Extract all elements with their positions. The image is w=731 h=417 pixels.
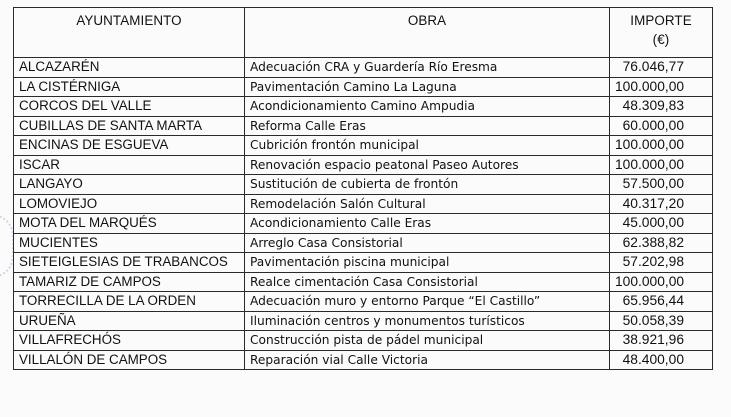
obra-cell: Remodelación Salón Cultural <box>245 194 610 214</box>
ayuntamiento-cell: LA CISTÉRNIGA <box>14 77 245 97</box>
importe-cell: 38.921,96 <box>610 331 713 351</box>
importe-cell: 50.058,39 <box>610 311 713 331</box>
ayuntamiento-cell: ISCAR <box>14 155 245 175</box>
table-row <box>14 116 713 136</box>
table-row <box>14 155 713 175</box>
ayuntamiento-cell: TORRECILLA DE LA ORDEN <box>14 292 245 312</box>
header-importe-label: IMPORTE <box>630 13 692 28</box>
obra-cell: Iluminación centros y monumentos turísticos <box>245 311 610 331</box>
stamp-fragment <box>0 214 14 278</box>
obra-cell: Sustitución de cubierta de frontón <box>245 175 610 195</box>
header-importe <box>610 8 713 58</box>
ayuntamiento-cell: CUBILLAS DE SANTA MARTA <box>14 116 245 136</box>
table-row <box>14 58 713 78</box>
obra-cell: Cubrición frontón municipal <box>245 136 610 156</box>
ayuntamiento-cell: LANGAYO <box>14 175 245 195</box>
obra-cell: Adecuación CRA y Guardería Río Eresma <box>245 58 610 78</box>
ayuntamiento-cell: SIETEIGLESIAS DE TRABANCOS <box>14 253 245 273</box>
table-row <box>14 350 713 370</box>
obra-cell: Realce cimentación Casa Consistorial <box>245 272 610 292</box>
table-row <box>14 97 713 117</box>
ayuntamiento-cell: ENCINAS DE ESGUEVA <box>14 136 245 156</box>
obra-cell: Acondicionamiento Camino Ampudia <box>245 97 610 117</box>
header-importe-unit: (€) <box>652 32 670 47</box>
table-row <box>14 77 713 97</box>
importe-cell: 100.000,00 <box>610 136 713 156</box>
importe-cell: 100.000,00 <box>610 272 713 292</box>
ayuntamiento-cell: URUEÑA <box>14 311 245 331</box>
obra-cell: Acondicionamiento Calle Eras <box>245 214 610 234</box>
importe-cell: 40.317,20 <box>610 194 713 214</box>
obra-cell: Renovación espacio peatonal Paseo Autores <box>245 155 610 175</box>
obra-cell: Construcción pista de pádel municipal <box>245 331 610 351</box>
ayuntamiento-cell: MUCIENTES <box>14 233 245 253</box>
table-row <box>14 272 713 292</box>
obra-cell: Pavimentación Camino La Laguna <box>245 77 610 97</box>
table-row <box>14 233 713 253</box>
importe-cell: 48.400,00 <box>610 350 713 370</box>
table-header <box>14 8 713 58</box>
importe-cell: 57.500,00 <box>610 175 713 195</box>
table-body <box>14 58 713 370</box>
ayuntamiento-cell: MOTA DEL MARQUÉS <box>14 214 245 234</box>
importe-cell: 76.046,77 <box>610 58 713 78</box>
obra-cell: Reforma Calle Eras <box>245 116 610 136</box>
ayuntamiento-cell: CORCOS DEL VALLE <box>14 97 245 117</box>
importe-cell: 100.000,00 <box>610 77 713 97</box>
obra-cell: Pavimentación piscina municipal <box>245 253 610 273</box>
header-row <box>14 8 713 58</box>
importe-cell: 48.309,83 <box>610 97 713 117</box>
importe-cell: 60.000,00 <box>610 116 713 136</box>
ayuntamiento-cell: TAMARIZ DE CAMPOS <box>14 272 245 292</box>
importe-cell: 65.956,44 <box>610 292 713 312</box>
table-row <box>14 292 713 312</box>
table-row <box>14 136 713 156</box>
header-ayuntamiento: AYUNTAMIENTO <box>14 8 245 58</box>
obra-cell: Adecuación muro y entorno Parque “El Castillo” <box>245 292 610 312</box>
importe-cell: 100.000,00 <box>610 155 713 175</box>
table-row <box>14 175 713 195</box>
works-table <box>13 7 713 370</box>
ayuntamiento-cell: LOMOVIEJO <box>14 194 245 214</box>
importe-cell: 57.202,98 <box>610 253 713 273</box>
table-row <box>14 214 713 234</box>
ayuntamiento-cell: VILLAFRECHÓS <box>14 331 245 351</box>
importe-cell: 62.388,82 <box>610 233 713 253</box>
table-row <box>14 253 713 273</box>
obra-cell: Reparación vial Calle Victoria <box>245 350 610 370</box>
obra-cell: Arreglo Casa Consistorial <box>245 233 610 253</box>
table-row <box>14 331 713 351</box>
header-obra: OBRA <box>245 8 610 58</box>
ayuntamiento-cell: ALCAZARÉN <box>14 58 245 78</box>
table-row <box>14 194 713 214</box>
table-row <box>14 311 713 331</box>
ayuntamiento-cell: VILLALÓN DE CAMPOS <box>14 350 245 370</box>
importe-cell: 45.000,00 <box>610 214 713 234</box>
